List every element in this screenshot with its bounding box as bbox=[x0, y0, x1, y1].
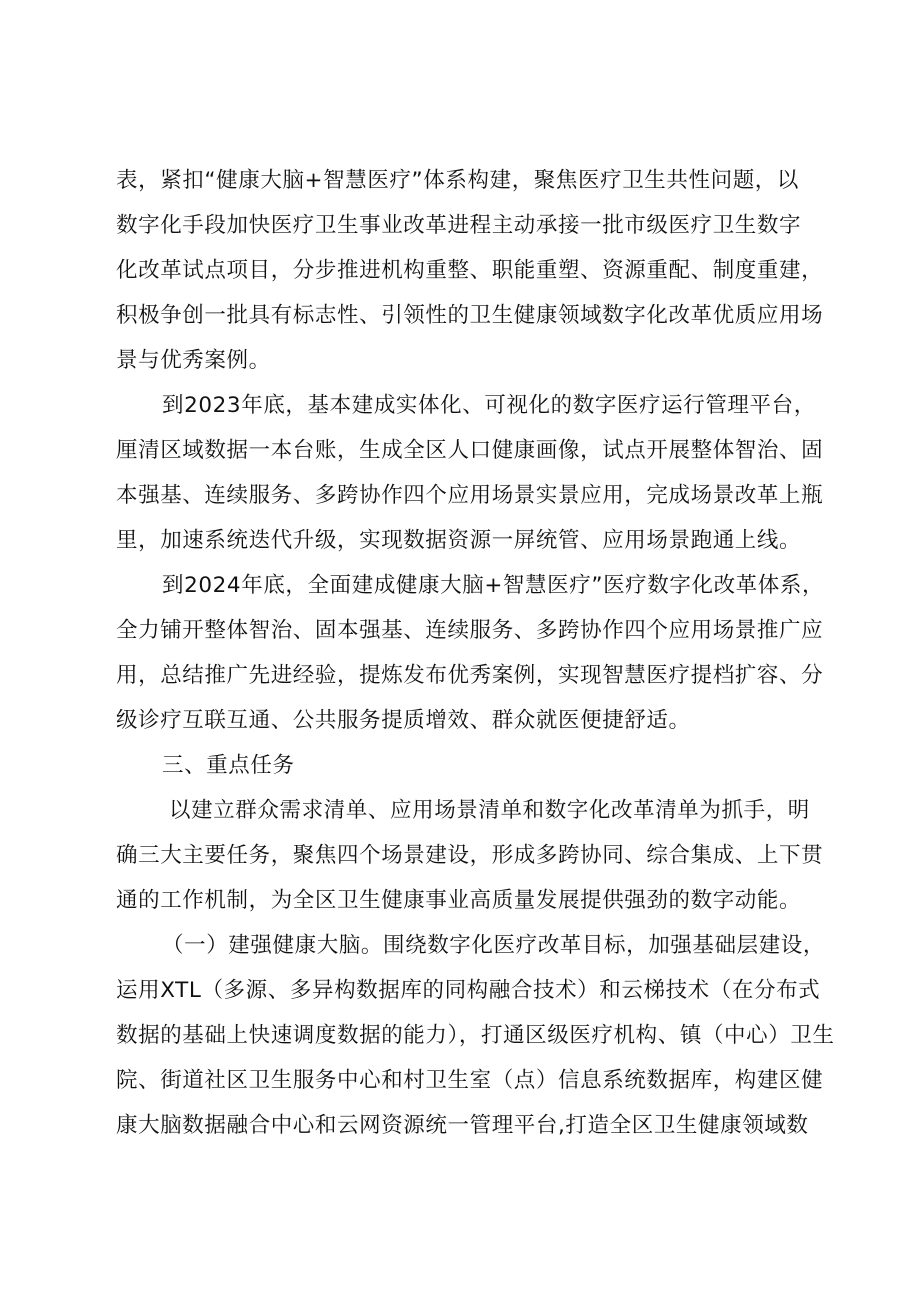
text-line: 康大脑数据融合中心和云网资源统一管理平台,打造全区卫生健康领域数 bbox=[116, 1113, 809, 1138]
paragraph-line: 以建立群众需求清单、应用场景清单和数字化改革清单为抓手，明 bbox=[169, 798, 810, 823]
text-line: 里，加速系统迭代升级，实现数据资源一屏统管、应用场景跑通上线。 bbox=[116, 528, 802, 553]
text-line: 通的工作机制，为全区卫生健康事业高质量发展提供强劲的数字动能。 bbox=[116, 888, 802, 913]
text-line: 表，紧扣“健康大脑+智慧医疗”体系构建，聚焦医疗卫生共性问题，以 bbox=[116, 168, 799, 193]
text-line: 用，总结推广先进经验，提炼发布优秀案例，实现智慧医疗提档扩容、分 bbox=[116, 663, 824, 688]
text-line: 积极争创一批具有标志性、引领性的卫生健康领域数字化改革优质应用场 bbox=[116, 303, 824, 328]
text-line: 数据的基础上快速调度数据的能力），打通区级医疗机构、镇（中心）卫生 bbox=[116, 1023, 835, 1048]
paragraph-line: 到2023年底，基本建成实体化、可视化的数字医疗运行管理平台， bbox=[162, 393, 816, 418]
text-line: 本强基、连续服务、多跨协作四个应用场景实景应用，完成场景改革上瓶 bbox=[116, 483, 824, 508]
text-line: 院、街道社区卫生服务中心和村卫生室（点）信息系统数据库，构建区健 bbox=[116, 1068, 824, 1093]
text-line: 运用XTL（多源、多异构数据库的同构融合技术）和云梯技术（在分布式 bbox=[116, 978, 821, 1003]
text-line: 数字化手段加快医疗卫生事业改革进程主动承接一批市级医疗卫生数字 bbox=[116, 213, 802, 238]
paragraph-line: （一）建强健康大脑。围绕数字化医疗改革目标，加强基础层建设， bbox=[162, 933, 826, 958]
text-line: 级诊疗互联互通、公共服务提质增效、群众就医便捷舒适。 bbox=[116, 708, 691, 733]
paragraph-line: 到2024年底，全面建成健康大脑+智慧医疗”医疗数字化改革体系， bbox=[162, 573, 825, 598]
section-heading: 三、重点任务 bbox=[162, 753, 295, 778]
text-line: 确三大主要任务，聚焦四个场景建设，形成多跨协同、综合集成、上下贯 bbox=[116, 843, 824, 868]
text-line: 全力铺开整体智治、固本强基、连续服务、多跨协作四个应用场景推广应 bbox=[116, 618, 824, 643]
text-line: 化改革试点项目，分步推进机构重整、职能重塑、资源重配、制度重建， bbox=[116, 258, 824, 283]
text-line: 厘清区域数据一本台账，生成全区人口健康画像，试点开展整体智治、固 bbox=[116, 438, 824, 463]
text-line: 景与优秀案例。 bbox=[116, 348, 271, 373]
